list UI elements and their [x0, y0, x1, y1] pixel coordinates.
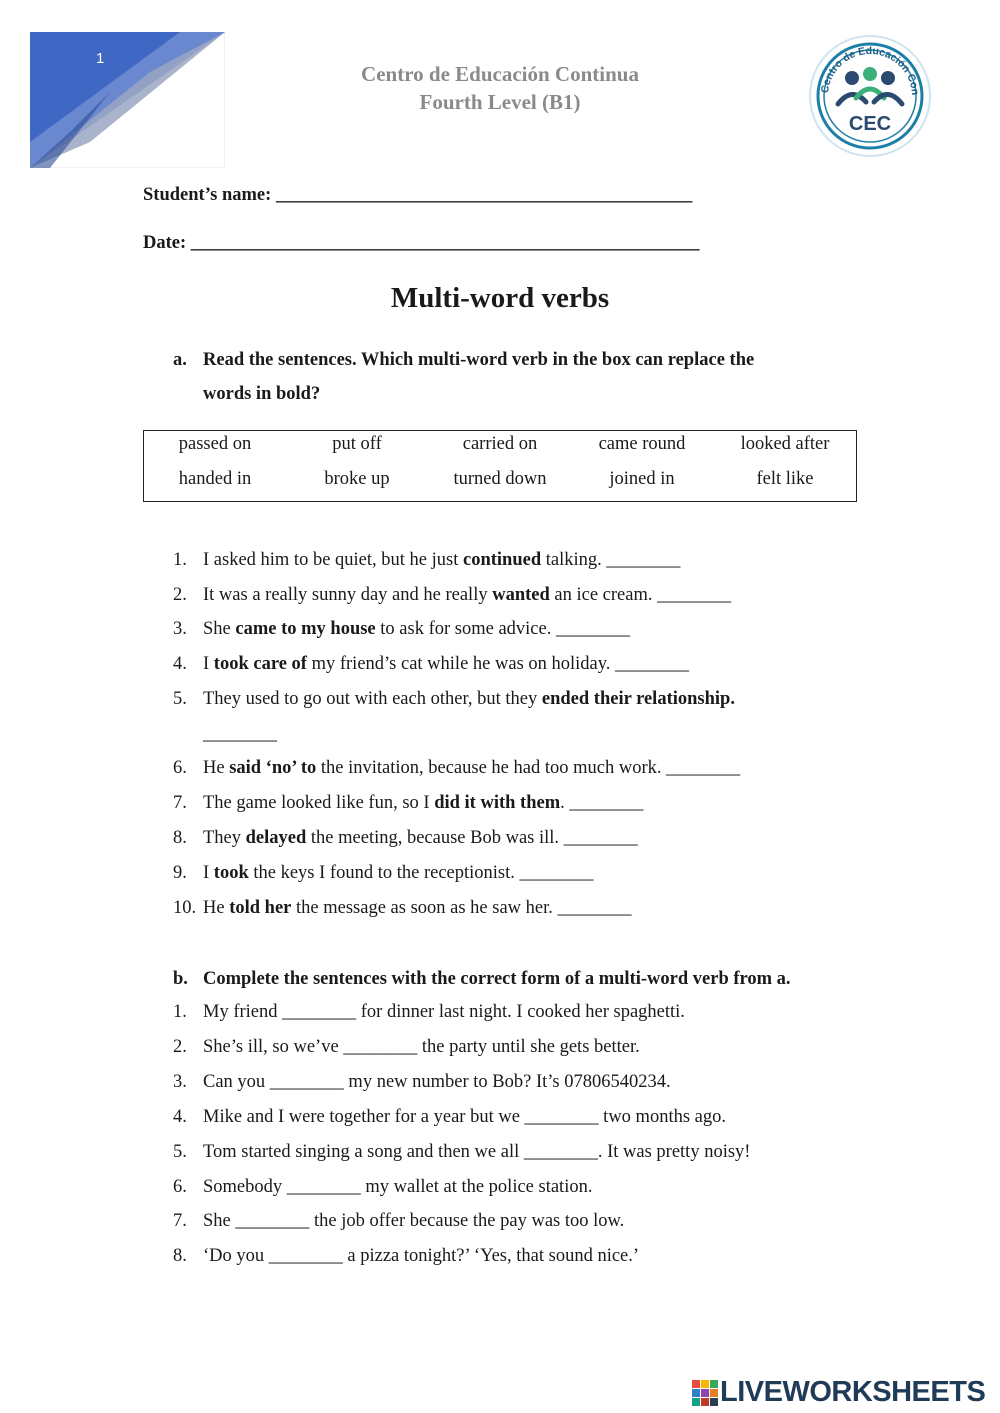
list-item[interactable]: 2. She’s ill, so we’ve ________ the party until she gets better. [173, 1037, 640, 1057]
word-box-item: looked after [740, 434, 830, 454]
page-title: Multi-word verbs [390, 282, 610, 314]
date-field[interactable] [143, 233, 700, 254]
student-name-field[interactable] [143, 185, 692, 206]
section-a-instruction [173, 343, 873, 411]
word-box [143, 430, 857, 502]
section-a-instruction-line1: Read the sentences. Which multi-word verb in the box can replace the [203, 350, 755, 370]
cec-logo [808, 34, 932, 158]
course-level: Fourth Level (B1) [419, 90, 581, 114]
word-box-item: felt like [756, 469, 814, 489]
section-a-label: a. [173, 350, 187, 370]
word-box-item: carried on [462, 434, 538, 454]
answer-blank[interactable]: an ice cream. ________ [549, 585, 732, 605]
page-number: 1 [96, 50, 105, 67]
list-item: 8. They delayed the meeting, because Bob was ill. ________ [173, 828, 638, 848]
word-box-item: put off [332, 434, 382, 454]
word-box-row [144, 466, 856, 501]
word-box-item: broke up [324, 469, 390, 489]
answer-blank[interactable]: to ask for some advice. ________ [375, 619, 630, 639]
liveworksheets-watermark [692, 1377, 992, 1407]
list-item[interactable]: 8. ‘Do you ________ a pizza tonight?’ ‘Yes, that sound nice.’ [173, 1246, 640, 1266]
institution-name: Centro de Educación Continua [361, 62, 639, 86]
section-b-instruction [173, 962, 893, 996]
list-item: 1. I asked him to be quiet, but he just continued talking. ________ [173, 550, 681, 570]
list-item: 5. They used to go out with each other, but they ended their relationship. [173, 689, 735, 709]
answer-blank[interactable]: talking. ________ [541, 550, 681, 570]
list-item[interactable]: 3. Can you ________ my new number to Bob? It’s 07806540234. [173, 1072, 671, 1092]
document-header [250, 60, 750, 116]
date-line[interactable]: _______________________________________________________ [190, 233, 700, 253]
section-a-list [173, 550, 933, 930]
logo-abbr: CEC [848, 113, 892, 135]
answer-blank[interactable]: the invitation, because he had too much work. ________ [316, 758, 741, 778]
list-item: 3. She came to my house to ask for some advice. ________ [173, 619, 630, 639]
student-name-label: Student’s name: [143, 185, 272, 205]
answer-blank[interactable]: ________ [203, 724, 277, 744]
list-item: 6. He said ‘no’ to the invitation, because he had too much work. ________ [173, 758, 741, 778]
list-item[interactable]: 7. She ________ the job offer because the pay was too low. [173, 1211, 625, 1231]
list-item: 9. I took the keys I found to the receptionist. ________ [173, 863, 594, 883]
list-item: 10. He told her the message as soon as he saw her. ________ [173, 898, 632, 918]
answer-blank[interactable]: the keys I found to the receptionist. ________ [248, 863, 594, 883]
list-item: 2. It was a really sunny day and he really wanted an ice cream. ________ [173, 585, 732, 605]
cec-logo-icon [808, 34, 932, 158]
section-a-instruction-line2: words in bold? [203, 384, 321, 404]
list-item: 4. I took care of my friend’s cat while he was on holiday. ________ [173, 654, 690, 674]
page-corner-graphic [30, 32, 225, 168]
list-item[interactable]: 1. My friend ________ for dinner last night. I cooked her spaghetti. [173, 1002, 685, 1022]
corner-shape-icon [30, 32, 225, 168]
answer-blank[interactable]: the meeting, because Bob was ill. ________ [306, 828, 638, 848]
word-box-item: handed in [178, 469, 252, 489]
liveworksheets-logo-icon [692, 1380, 718, 1406]
section-b-list [173, 1002, 933, 1282]
section-b-label: b. [173, 969, 188, 989]
section-b-instruction-text: Complete the sentences with the correct form of a multi-word verb from a. [203, 969, 791, 989]
word-box-item: passed on [178, 434, 252, 454]
answer-blank[interactable]: the message as soon as he saw her. ________ [291, 898, 632, 918]
student-name-line[interactable]: _____________________________________________ [275, 185, 693, 205]
answer-blank[interactable]: my friend’s cat while he was on holiday. ________ [306, 654, 690, 674]
liveworksheets-text: LIVEWORKSHEETS [720, 1376, 986, 1408]
list-item: 7. The game looked like fun, so I did it with them. ________ [173, 793, 644, 813]
list-item[interactable]: 4. Mike and I were together for a year but we ________ two months ago. [173, 1107, 726, 1127]
word-box-item: came round [598, 434, 686, 454]
logo-ring-text: Centro de Educación Con [819, 44, 922, 96]
word-box-item: joined in [609, 469, 675, 489]
list-item[interactable]: 6. Somebody ________ my wallet at the police station. [173, 1177, 593, 1197]
word-box-row [144, 431, 856, 466]
list-item[interactable]: 5. Tom started singing a song and then we all ________. It was pretty noisy! [173, 1142, 751, 1162]
word-box-item: turned down [453, 469, 547, 489]
answer-blank[interactable]: . ________ [560, 793, 644, 813]
date-label: Date: [143, 233, 187, 253]
